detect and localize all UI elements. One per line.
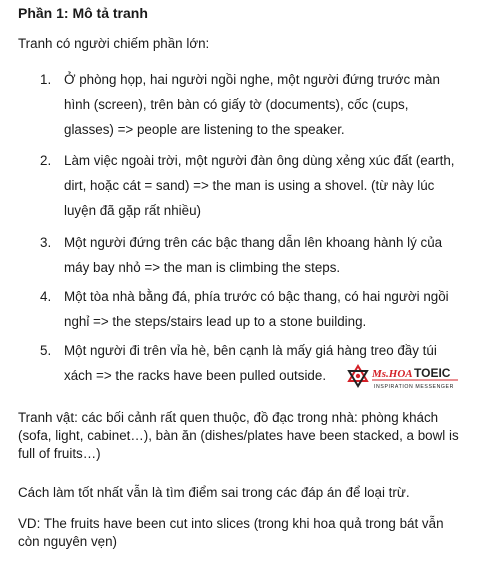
list-item-text: Một người đứng trên các bậc thang dẫn lên khoang hành lý của máy bay nhỏ => the man is climbing the steps. — [64, 235, 443, 275]
ms-hoa-toeic-logo — [346, 364, 462, 394]
svg-text:TOEIC: TOEIC — [414, 366, 451, 380]
list-item-text: Ở phòng họp, hai người ngồi nghe, một người đứng trước màn hình (screen), trên bàn có giấy tờ (documents), cốc (cups, glasses) => people are listening to the speaker. — [64, 72, 440, 137]
intro-text: Tranh có người chiếm phần lớn: — [18, 36, 210, 51]
section-heading: Phần 1: Mô tả tranh — [18, 5, 148, 21]
paragraph: VD: The fruits have been cut into slices (trong khi hoa quả trong bát vẫn còn nguyên vẹn) — [18, 516, 444, 549]
svg-text:Ms.HOA: Ms.HOA — [372, 368, 413, 380]
list-item-text: Làm việc ngoài trời, một người đàn ông dùng xẻng xúc đất (earth, dirt, hoặc cát = sand) => the man is using a shovel. (từ này lúc luyện đã gặp rất nhiều) — [64, 153, 455, 218]
list-item-number: 4. — [40, 289, 52, 304]
list-item-text: Một người đi trên vỉa hè, bên cạnh là mấy giá hàng treo đầy túi xách => the racks have been pulled outside. — [64, 343, 437, 383]
list-item-number: 3. — [40, 235, 52, 250]
paragraph: Tranh vật: các bối cảnh rất quen thuộc, đồ đạc trong nhà: phòng khách (sofa, light, cabinet…), bàn ăn (dishes/plates have been stacked, a bowl is full of fruits…) — [18, 410, 459, 461]
list-item-number: 1. — [40, 72, 52, 87]
star-emblem-icon — [349, 366, 367, 386]
svg-text:INSPIRATION MESSENGER: INSPIRATION MESSENGER — [374, 384, 454, 390]
list-item-number: 2. — [40, 153, 52, 168]
list-item-text: Một tòa nhà bằng đá, phía trước có bậc thang, có hai người ngồi nghỉ => the steps/stairs lead up to a stone building. — [64, 289, 449, 329]
list-item-number: 5. — [40, 343, 52, 358]
logo-icon — [346, 364, 462, 394]
paragraph: Cách làm tốt nhất vẫn là tìm điểm sai trong các đáp án để loại trừ. — [18, 485, 410, 500]
